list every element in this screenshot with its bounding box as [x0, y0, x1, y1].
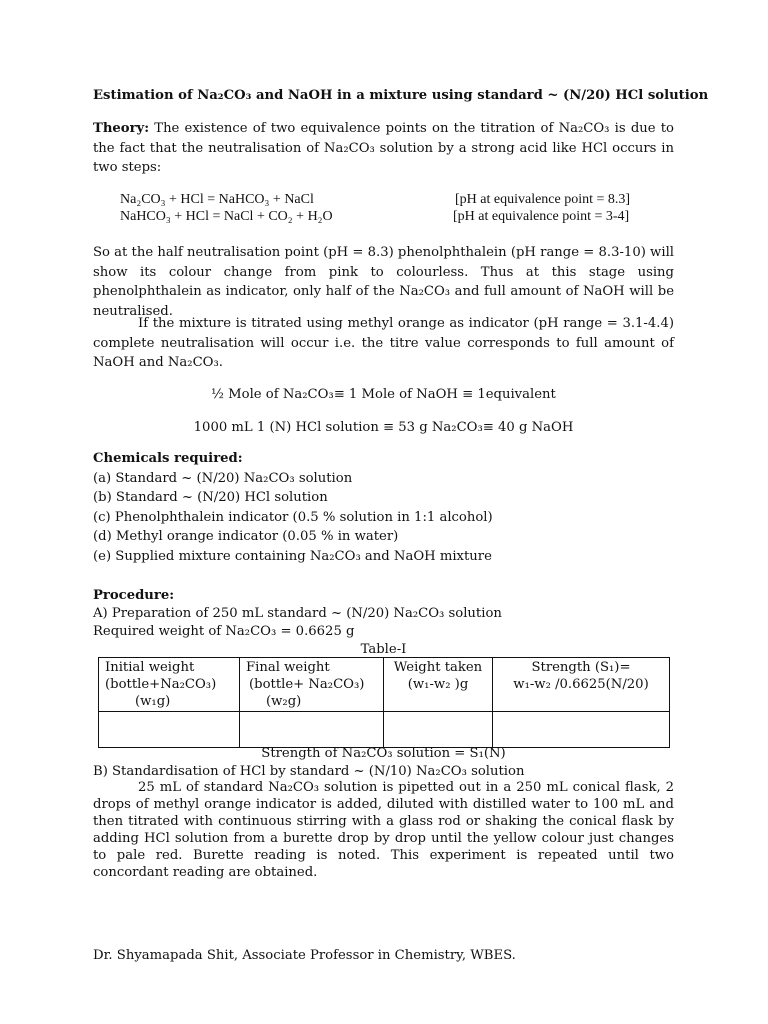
header-strength: Strength (S₁)= w₁-w₂ /0.6625(N/20) — [493, 658, 670, 712]
equation-1-reaction: Na₂CO₃ + HCl = NaHCO₃ + NaCl — [120, 192, 314, 207]
weight-table — [98, 657, 670, 748]
procedure-step-a: A) Preparation of 250 mL standard ~ (N/20) Na₂CO₃ solution — [93, 606, 502, 621]
theory-label: Theory: — [93, 121, 150, 136]
equation-1-note: [pH at equivalence point = 8.3] — [455, 192, 631, 207]
mole-relation: ½ Mole of Na₂CO₃≡ 1 Mole of NaOH ≡ 1equivalent — [211, 387, 556, 402]
chemical-item: (c) Phenolphthalein indicator (0.5 % solution in 1:1 alcohol) — [93, 509, 493, 525]
header-initial-weight: Initial weight (bottle+Na₂CO₃) (w₁g) — [99, 658, 240, 712]
half-neutralisation-paragraph: So at the half neutralisation point (pH = 8.3) phenolphthalein (pH range = 8.3-10) will show its colour change from pink to colourless. Thus at this stage using phenolphthalein as indicator, only half of the Na₂CO₃ and full amount of NaOH will be neutralised. — [93, 245, 674, 319]
theory-paragraph — [93, 119, 674, 178]
table-cell[interactable] — [493, 712, 670, 748]
table-row — [99, 712, 670, 748]
strength-line: Strength of Na₂CO₃ solution = S₁(N) — [261, 746, 506, 761]
procedure-step-b-text: 25 mL of standard Na₂CO₃ solution is pipetted out in a 250 mL conical flask, 2 drops of methyl orange indicator is added, diluted with distilled water to 100 mL and then titrated with continuous stirring with a glass rod or shaking the conical flask by adding HCl solution from a burette drop by drop until the yellow colour just changes to pale red. Burette reading is noted. This experiment is repeated until two concordant reading are obtained. — [93, 780, 674, 880]
equation-2-reaction: NaHCO₃ + HCl = NaCl + CO₂ + H₂O — [120, 209, 333, 224]
hcl-equivalence-relation: 1000 mL 1 (N) HCl solution ≡ 53 g Na₂CO₃≡ 40 g NaOH — [193, 420, 574, 435]
theory-text: The existence of two equivalence points on the titration of Na₂CO₃ is due to the fact that the neutralisation of Na₂CO₃ solution by a strong acid like HCl occurs in two steps: — [93, 121, 674, 176]
methyl-orange-paragraph: If the mixture is titrated using methyl orange as indicator (pH range = 3.1-4.4) complete neutralisation will occur i.e. the titre value corresponds to full amount of NaOH and Na₂CO₃. — [93, 316, 674, 371]
table-cell[interactable] — [240, 712, 384, 748]
procedure-step-b: B) Standardisation of HCl by standard ~ (N/10) Na₂CO₃ solution — [93, 764, 525, 779]
chemical-item: (e) Supplied mixture containing Na₂CO₃ and NaOH mixture — [93, 548, 492, 564]
table-cell[interactable] — [99, 712, 240, 748]
table-cell[interactable] — [384, 712, 493, 748]
table-header-row — [99, 658, 670, 712]
chemicals-section — [93, 449, 674, 567]
chemicals-heading: Chemicals required: — [93, 451, 243, 466]
header-final-weight: Final weight (bottle+ Na₂CO₃) (w₂g) — [240, 658, 384, 712]
document-title: Estimation of Na₂CO₃ and NaOH in a mixture using standard ~ (N/20) HCl solution — [93, 88, 709, 103]
procedure-heading: Procedure: — [93, 588, 175, 603]
author-footer: Dr. Shyamapada Shit, Associate Professor in Chemistry, WBES. — [93, 948, 516, 963]
equation-2-note: [pH at equivalence point = 3-4] — [453, 209, 630, 224]
required-weight: Required weight of Na₂CO₃ = 0.6625 g — [93, 624, 355, 639]
procedure-heading-wrap — [93, 586, 674, 606]
table-caption: Table-I — [360, 642, 407, 657]
header-weight-taken: Weight taken (w₁-w₂ )g — [384, 658, 493, 712]
chemical-item: (d) Methyl orange indicator (0.05 % in water) — [93, 529, 399, 545]
chemical-item: (b) Standard ~ (N/20) HCl solution — [93, 490, 328, 506]
chemical-item: (a) Standard ~ (N/20) Na₂CO₃ solution — [93, 470, 353, 486]
